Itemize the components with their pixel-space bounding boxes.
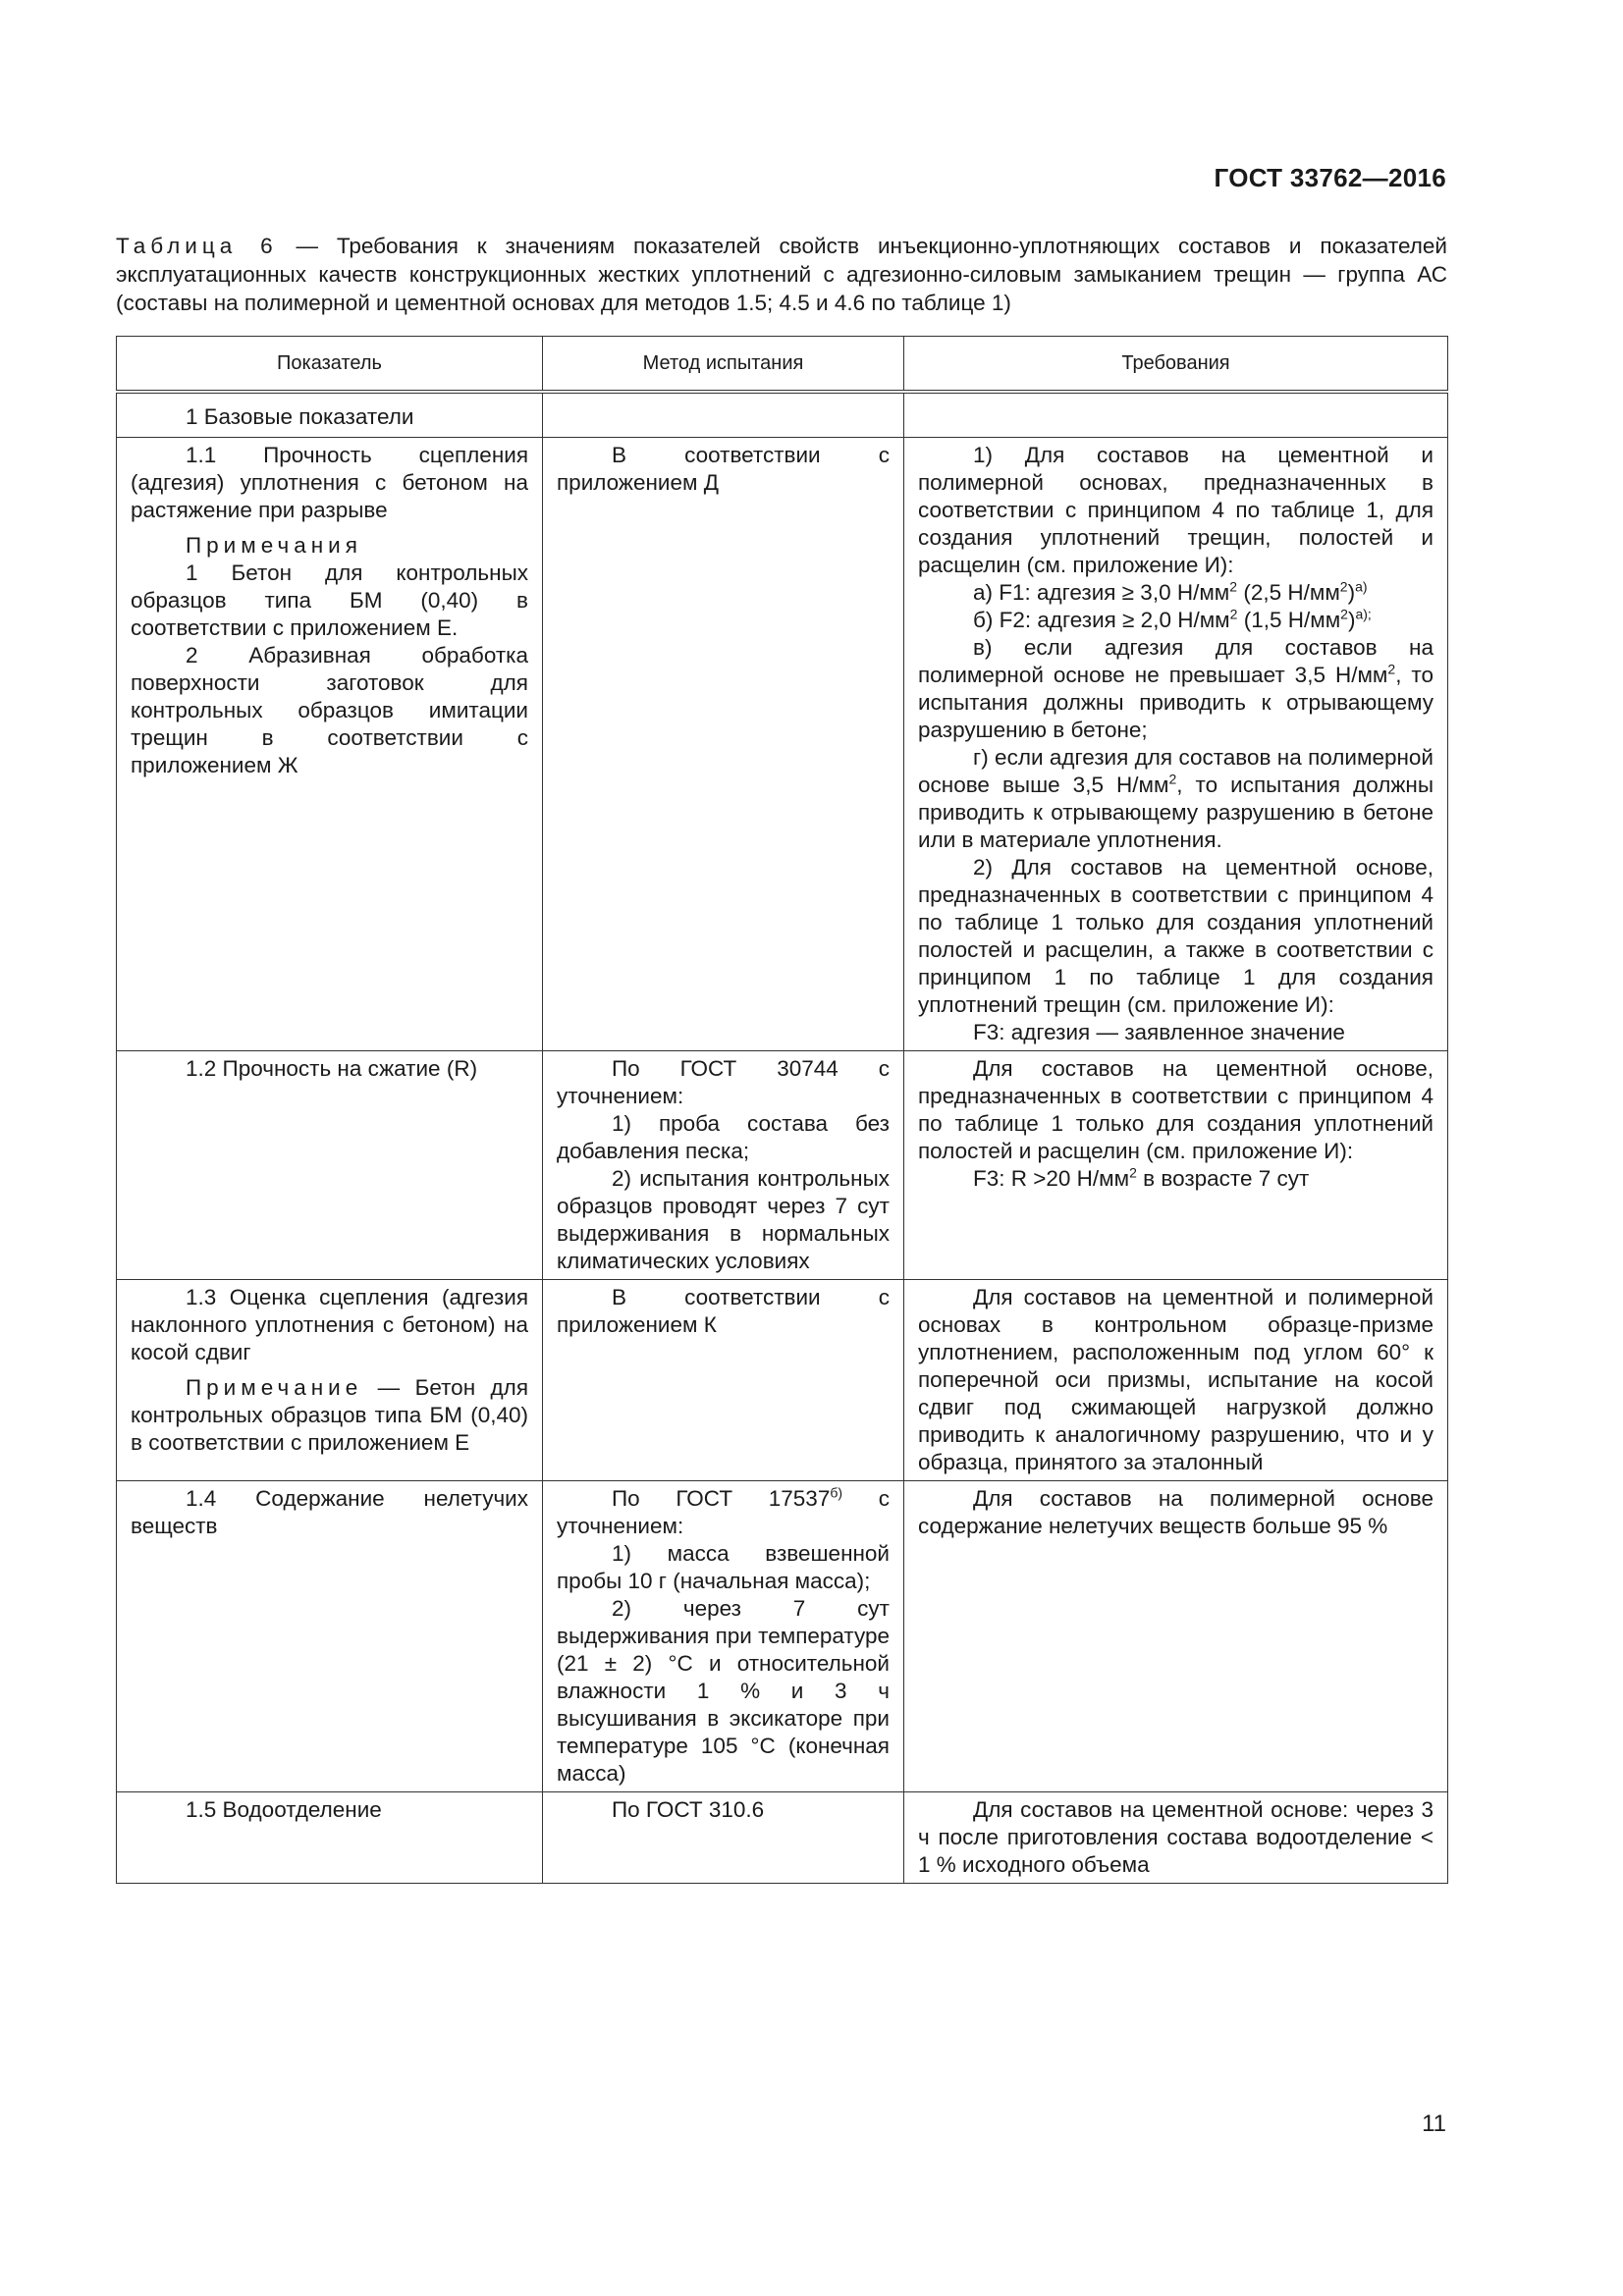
req-a-part-3: ) (1347, 580, 1356, 605)
indicator-cell (117, 1280, 543, 1481)
method-line-1 (557, 1485, 890, 1540)
requirement-text: Для составов на цементной и полимерной основах в контрольном образце-призме уплотнением, расположенным под углом 60° к поперечной оси призмы, испытание на косой сдвиг под сжимающей нагрузкой должно приводить к аналогичному разрушению, что и у образца, принятого за эталонный (918, 1285, 1434, 1474)
column-header-method: Метод испытания (543, 337, 904, 393)
footnote-mark: а) (1355, 578, 1368, 595)
requirements-cell (904, 1481, 1448, 1792)
requirement-v (918, 634, 1434, 744)
indicator-text: 1.4 Содержание нелетучих веществ (131, 1486, 528, 1538)
method-part-2: с уточнением: (557, 1486, 890, 1538)
superscript: 2 (1229, 606, 1238, 622)
req-a-part-1: а) F1: адгезия ≥ 3,0 Н/мм (973, 580, 1230, 605)
table-row (117, 392, 1448, 438)
superscript: 2 (1229, 578, 1238, 595)
requirements-cell (904, 1280, 1448, 1481)
method-line-3: 2) испытания контрольных образцов проводят через 7 сут выдерживания в нормальных климатических условиях (557, 1166, 890, 1273)
indicator-cell (117, 1792, 543, 1884)
indicator-text: 1.2 Прочность на сжатие (R) (186, 1056, 478, 1081)
page-number: 11 (1422, 2110, 1446, 2137)
superscript: 2 (1168, 771, 1177, 787)
method-text: В соответствии с приложением Д (557, 443, 890, 495)
req-b-part-1: б) F2: адгезия ≥ 2,0 Н/мм (973, 608, 1230, 632)
requirement-b (918, 607, 1434, 634)
method-part-1: По ГОСТ 17537 (612, 1486, 831, 1511)
requirements-cell (904, 1051, 1448, 1280)
method-cell (543, 438, 904, 1051)
note-1: 1 Бетон для контрольных образцов типа БМ (0,40) в соответствии с приложением Е. (131, 561, 528, 640)
table-caption-text: — Требования к значениям показателей свойств инъекционно-уплотняющих составов и показателей эксплуатационных качеств конструкционных жестких уплотнений с адгезионно-силовым замыканием трещин — группа АС (составы на полимерной и цементной основах для методов 1.5; 4.5 и 4.6 по таблице 1) (116, 234, 1447, 315)
empty-cell (904, 392, 1448, 438)
requirement-3: F3: адгезия — заявленное значение (973, 1020, 1345, 1044)
requirement-a (918, 579, 1434, 607)
requirement-2 (918, 1165, 1434, 1193)
indicator-cell (117, 438, 543, 1051)
req-b-part-2: (1,5 Н/мм (1237, 608, 1341, 632)
method-text: В соответствии с приложением К (557, 1285, 890, 1337)
req-part-2: в возрасте 7 сут (1136, 1166, 1310, 1191)
table-row (117, 1280, 1448, 1481)
note-label: Примечания (186, 533, 362, 558)
requirement-1: Для составов на цементной основе, предназначенных в соответствии с принципом 4 по таблице 1 только для создания уплотнений полостей и расщелин (см. приложение И): (918, 1056, 1434, 1163)
indicator-text: 1.1 Прочность сцепления (адгезия) уплотнения с бетоном на растяжение при разрыве (131, 443, 528, 522)
table-caption (116, 232, 1447, 317)
table-header-row (117, 337, 1448, 393)
note-label: Примечание (186, 1375, 363, 1400)
method-cell (543, 1481, 904, 1792)
indicator-text: 1.3 Оценка сцепления (адгезия наклонного уплотнения с бетоном) на косой сдвиг (131, 1285, 528, 1364)
req-part-1: F3: R >20 Н/мм (973, 1166, 1130, 1191)
indicator-text: 1.5 Водоотделение (186, 1797, 382, 1822)
empty-cell (543, 392, 904, 438)
footnote-mark: б) (830, 1484, 843, 1501)
req-v-part-1: в) если адгезия для составов на полимерной основе не превышает 3,5 Н/мм (918, 635, 1434, 687)
method-line-1: По ГОСТ 30744 с уточнением: (557, 1056, 890, 1108)
req-g-part-2: , то испытания должны приводить к отрывающему разрушению в бетоне или в материале уплотнения. (918, 773, 1434, 852)
superscript: 2 (1129, 1164, 1137, 1181)
req-v-part-2: , то испытания должны приводить к отрывающему разрушению в бетоне; (918, 663, 1434, 742)
superscript: 2 (1340, 606, 1348, 622)
requirement-2: 2) Для составов на цементной основе, предназначенных в соответствии с принципом 4 по таблице 1 только для создания уплотнений полостей и расщелин, а также в соответствии с принципом 1 по таблице 1 для создания уплотнений трещин (см. приложение И): (918, 855, 1434, 1017)
table-row (117, 1051, 1448, 1280)
method-line-2: 1) проба состава без добавления песка; (557, 1111, 890, 1163)
method-cell (543, 1051, 904, 1280)
superscript: 2 (1339, 578, 1348, 595)
requirement-1: 1) Для составов на цементной и полимерной основах, предназначенных в соответствии с принципом 4 по таблице 1, для создания уплотнений трещин, полостей и расщелин (см. приложение И): (918, 443, 1434, 577)
table-caption-label: Таблица 6 (116, 234, 278, 258)
requirement-text: Для составов на полимерной основе содержание нелетучих веществ больше 95 % (918, 1486, 1434, 1538)
table-row (117, 1481, 1448, 1792)
column-header-requirements: Требования (904, 337, 1448, 393)
method-cell (543, 1792, 904, 1884)
indicator-cell (117, 1051, 543, 1280)
section-title-cell (117, 392, 543, 438)
section-title: 1 Базовые показатели (186, 404, 414, 429)
column-header-indicator: Показатель (117, 337, 543, 393)
indicator-cell (117, 1481, 543, 1792)
req-a-part-2: (2,5 Н/мм (1237, 580, 1340, 605)
requirement-text: Для составов на цементной основе: через 3 ч после приготовления состава водоотделение < 1 % исходного объема (918, 1797, 1434, 1877)
method-line-3: 2) через 7 сут выдерживания при температуре (21 ± 2) °С и относительной влажности 1 % и 3 ч высушивания в эксикаторе при температуре 105 °С (конечная масса) (557, 1596, 890, 1786)
table-row (117, 438, 1448, 1051)
table-row (117, 1792, 1448, 1884)
document-code: ГОСТ 33762—2016 (1214, 163, 1446, 192)
method-cell (543, 1280, 904, 1481)
superscript: 2 (1387, 661, 1396, 677)
requirements-cell (904, 438, 1448, 1051)
note-text: — Бетон для контрольных образцов типа БМ (0,40) в соответствии с приложением Е (131, 1375, 528, 1455)
footnote-mark: а); (1355, 606, 1372, 622)
requirements-cell (904, 1792, 1448, 1884)
method-line-2: 1) масса взвешенной пробы 10 г (начальная масса); (557, 1541, 890, 1593)
req-b-part-3: ) (1347, 608, 1356, 632)
req-g-part-1: г) если адгезия для составов на полимерной основе выше 3,5 Н/мм (918, 745, 1434, 797)
requirement-g (918, 744, 1434, 854)
requirements-table (116, 336, 1448, 1884)
note-2: 2 Абразивная обработка поверхности заготовок для контрольных образцов имитации трещин в соответствии с приложением Ж (131, 643, 528, 777)
note (131, 1374, 528, 1457)
method-text: По ГОСТ 310.6 (612, 1797, 765, 1822)
